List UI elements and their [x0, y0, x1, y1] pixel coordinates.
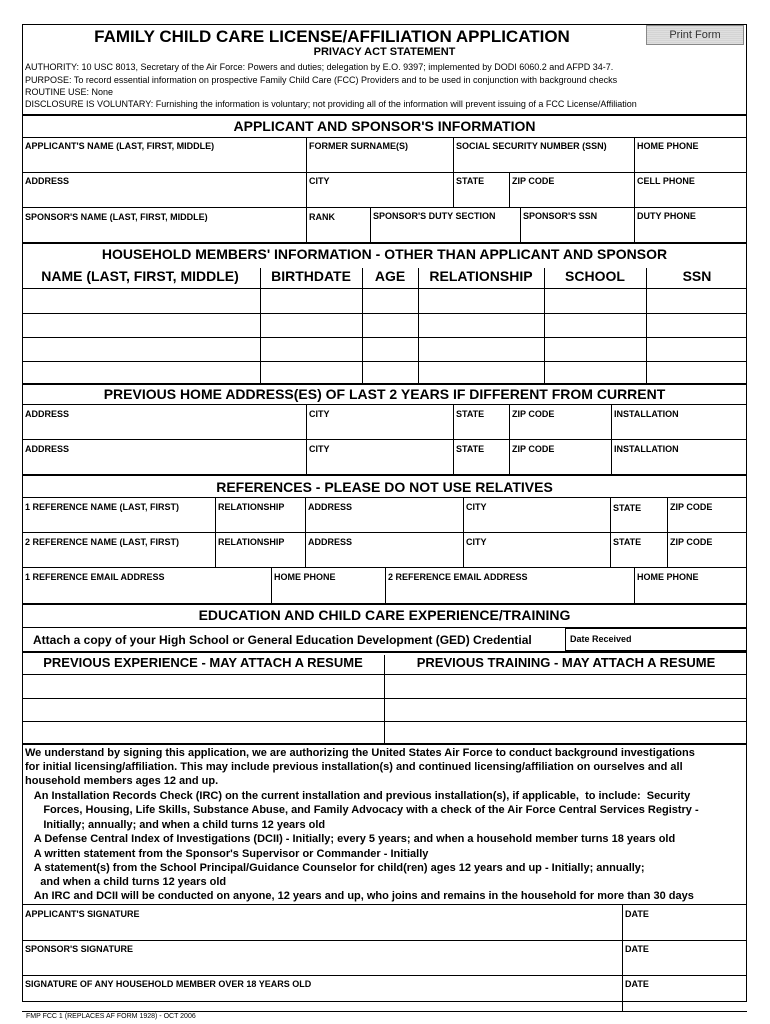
form-footer: FMP FCC 1 (REPLACES AF FORM 1928) - OCT 2006 — [26, 1013, 196, 1020]
divider — [306, 137, 307, 172]
statement-line: An Installation Records Check (IRC) on the current installation and previous installation(s), if applicable, to include: Security — [25, 790, 691, 802]
divider — [634, 567, 635, 603]
training-entry[interactable] — [385, 722, 747, 743]
ref2-home-phone-field[interactable]: HOME PHONE — [637, 572, 699, 582]
form-title: FAMILY CHILD CARE LICENSE/AFFILIATION APPLICATION — [94, 27, 570, 46]
cell-phone-field[interactable]: CELL PHONE — [637, 176, 695, 186]
divider — [22, 404, 747, 405]
statement-line: A written statement from the Sponsor's Supervisor or Commander - Initially — [25, 848, 429, 860]
statement-line: An IRC and DCII will be conducted on anyone, 12 years and up, who joins and remains in the household for more than 30 days — [25, 890, 694, 902]
ged-instruction: Attach a copy of your High School or General Education Development (GED) Credential — [33, 633, 532, 647]
divider — [306, 404, 307, 474]
divider — [305, 497, 306, 567]
sponsor-signature-date[interactable]: DATE — [625, 944, 649, 954]
divider — [22, 743, 747, 745]
authority-text: AUTHORITY: 10 USC 8013, Secretary of the Air Force: Powers and duties; delegation by E.O. 9397; implemented by DODI 6060.2 and AFPD 34-7. — [25, 62, 614, 72]
divider — [22, 940, 747, 941]
applicant-signature-date[interactable]: DATE — [625, 909, 649, 919]
divider — [22, 383, 747, 385]
household-row[interactable] — [22, 314, 747, 337]
prev-installation-field-2[interactable]: INSTALLATION — [614, 444, 679, 454]
prev-zip-field[interactable]: ZIP CODE — [512, 409, 555, 419]
print-form-button[interactable]: Print Form — [646, 25, 744, 45]
applicant-name-field[interactable]: APPLICANT'S NAME (LAST, FIRST, MIDDLE) — [25, 141, 215, 151]
prev-state-field-2[interactable]: STATE — [456, 444, 485, 454]
household-row[interactable] — [22, 362, 747, 383]
statement-line: A Defense Central Index of Investigations (DCII) - Initially; every 5 years; and when a household member turns 18 years old — [25, 833, 676, 845]
statement-line: for initial licensing/affiliation. This may include previous installation(s) and continued licensing/affiliation on ourselves and all — [25, 761, 683, 773]
divider — [271, 567, 272, 603]
references-section-title: REFERENCES - PLEASE DO NOT USE RELATIVES — [216, 479, 553, 495]
sponsor-duty-section-field[interactable]: SPONSOR'S DUTY SECTION — [373, 211, 496, 221]
purpose-text: PURPOSE: To record essential information on prospective Family Child Care (FCC) Providers and to be used in conjunction with background checks — [25, 75, 618, 85]
ref1-email-field[interactable]: 1 REFERENCE EMAIL ADDRESS — [25, 572, 165, 582]
divider — [22, 114, 747, 116]
training-entry[interactable] — [385, 699, 747, 721]
duty-phone-field[interactable]: DUTY PHONE — [637, 211, 696, 221]
household-section-title: HOUSEHOLD MEMBERS' INFORMATION - OTHER THAN APPLICANT AND SPONSOR — [101, 246, 668, 262]
divider — [22, 439, 747, 440]
ref1-city-field[interactable]: CITY — [466, 502, 487, 512]
divider — [453, 137, 454, 172]
ref1-name-field[interactable]: 1 REFERENCE NAME (LAST, FIRST) — [25, 502, 180, 512]
ref1-relationship-field[interactable]: RELATIONSHIP — [218, 502, 285, 512]
divider — [453, 404, 454, 474]
ref1-zip-field[interactable]: ZIP CODE — [670, 502, 713, 512]
ref1-home-phone-field[interactable]: HOME PHONE — [274, 572, 336, 582]
household-col-age: AGE — [374, 268, 406, 284]
zip-code-field[interactable]: ZIP CODE — [512, 176, 555, 186]
household-col-school: SCHOOL — [565, 268, 625, 284]
divider — [370, 207, 371, 242]
divider — [634, 137, 635, 242]
previous-address-section-title: PREVIOUS HOME ADDRESS(ES) OF LAST 2 YEARS IF DIFFERENT FROM CURRENT — [103, 386, 666, 402]
household-signature-field[interactable]: SIGNATURE OF ANY HOUSEHOLD MEMBER OVER 18 YEARS OLD — [25, 979, 312, 989]
household-signature-date[interactable]: DATE — [625, 979, 649, 989]
divider — [22, 474, 747, 476]
routine-use-text: ROUTINE USE: None — [25, 87, 114, 97]
statement-line: household members ages 12 and up. — [25, 775, 219, 787]
divider — [215, 497, 216, 567]
experience-entry[interactable] — [22, 675, 384, 698]
experience-entry[interactable] — [22, 699, 384, 721]
training-entry[interactable] — [385, 675, 747, 698]
sponsor-name-field[interactable]: SPONSOR'S NAME (LAST, FIRST, MIDDLE) — [25, 212, 208, 222]
state-field[interactable]: STATE — [456, 176, 485, 186]
divider — [22, 532, 747, 533]
divider — [306, 172, 307, 242]
divider — [22, 137, 747, 138]
education-section-title: EDUCATION AND CHILD CARE EXPERIENCE/TRAINING — [198, 607, 571, 623]
household-col-relationship: RELATIONSHIP — [429, 268, 533, 284]
divider — [622, 904, 623, 1011]
divider — [22, 603, 747, 605]
prev-zip-field-2[interactable]: ZIP CODE — [512, 444, 555, 454]
rank-field[interactable]: RANK — [309, 212, 335, 222]
sponsor-ssn-field[interactable]: SPONSOR'S SSN — [523, 211, 598, 221]
sponsor-signature-field[interactable]: SPONSOR'S SIGNATURE — [25, 944, 133, 954]
statement-line: and when a child turns 12 years old — [25, 876, 227, 888]
household-row[interactable] — [22, 289, 747, 313]
divider — [610, 497, 611, 567]
prev-state-field[interactable]: STATE — [456, 409, 485, 419]
statement-line: Forces, Housing, Life Skills, Substance Abuse, and Family Advocacy with a check of the Air Force Central Services Registry - — [25, 804, 699, 816]
divider — [22, 975, 747, 976]
ref1-state-field[interactable]: STATE — [613, 503, 642, 513]
household-col-name: NAME (LAST, FIRST, MIDDLE) — [41, 268, 239, 284]
ref2-state-field[interactable]: STATE — [613, 537, 642, 547]
divider — [463, 497, 464, 567]
household-row[interactable] — [22, 338, 747, 361]
divider — [453, 172, 454, 207]
statement-line: Initially; annually; and when a child turns 12 years old — [25, 819, 326, 831]
household-col-ssn: SSN — [682, 268, 712, 284]
prev-address-field-2[interactable]: ADDRESS — [25, 444, 70, 454]
disclosure-text: DISCLOSURE IS VOLUNTARY: Furnishing the information is voluntary; not providing all of the information will prevent issuing of a FCC License/Affiliation — [25, 99, 637, 109]
divider — [667, 497, 668, 567]
city-field[interactable]: CITY — [309, 176, 330, 186]
applicant-signature-field[interactable]: APPLICANT'S SIGNATURE — [25, 909, 140, 919]
address-field[interactable]: ADDRESS — [25, 176, 70, 186]
household-col-birthdate: BIRTHDATE — [271, 268, 351, 284]
experience-entry[interactable] — [22, 722, 384, 743]
prev-installation-field[interactable]: INSTALLATION — [614, 409, 679, 419]
ref2-address-field[interactable]: ADDRESS — [308, 537, 353, 547]
divider — [22, 651, 747, 653]
divider — [385, 567, 386, 603]
divider — [22, 497, 747, 498]
previous-training-heading: PREVIOUS TRAINING - MAY ATTACH A RESUME — [416, 655, 716, 670]
ref2-relationship-field[interactable]: RELATIONSHIP — [218, 537, 285, 547]
statement-line: A statement(s) from the School Principal/Guidance Counselor for child(ren) ages 12 years and up - Initially; annually; — [25, 862, 645, 874]
prev-city-field-2[interactable]: CITY — [309, 444, 330, 454]
ref1-address-field[interactable]: ADDRESS — [308, 502, 353, 512]
date-received-field[interactable] — [565, 628, 746, 651]
prev-city-field[interactable]: CITY — [309, 409, 330, 419]
divider — [509, 172, 510, 207]
date-received-label: Date Received — [570, 634, 632, 644]
ssn-field[interactable]: SOCIAL SECURITY NUMBER (SSN) — [456, 141, 607, 151]
ref2-name-field[interactable]: 2 REFERENCE NAME (LAST, FIRST) — [25, 537, 180, 547]
ref2-city-field[interactable]: CITY — [466, 537, 487, 547]
divider — [509, 404, 510, 474]
divider — [22, 242, 747, 244]
ref2-zip-field[interactable]: ZIP CODE — [670, 537, 713, 547]
applicant-section-title: APPLICANT AND SPONSOR'S INFORMATION — [233, 118, 536, 134]
privacy-act-title: PRIVACY ACT STATEMENT — [313, 46, 456, 58]
divider — [520, 207, 521, 242]
divider — [611, 404, 612, 474]
ref2-email-field[interactable]: 2 REFERENCE EMAIL ADDRESS — [388, 572, 528, 582]
home-phone-field[interactable]: HOME PHONE — [637, 141, 699, 151]
former-surname-field[interactable]: FORMER SURNAME(S) — [309, 141, 408, 151]
divider — [22, 904, 747, 905]
statement-line: We understand by signing this application, we are authorizing the United States Air Force to conduct background investigations — [25, 747, 695, 759]
prev-address-field[interactable]: ADDRESS — [25, 409, 70, 419]
divider — [22, 172, 747, 173]
divider — [22, 207, 747, 208]
previous-experience-heading: PREVIOUS EXPERIENCE - MAY ATTACH A RESUME — [43, 655, 363, 670]
